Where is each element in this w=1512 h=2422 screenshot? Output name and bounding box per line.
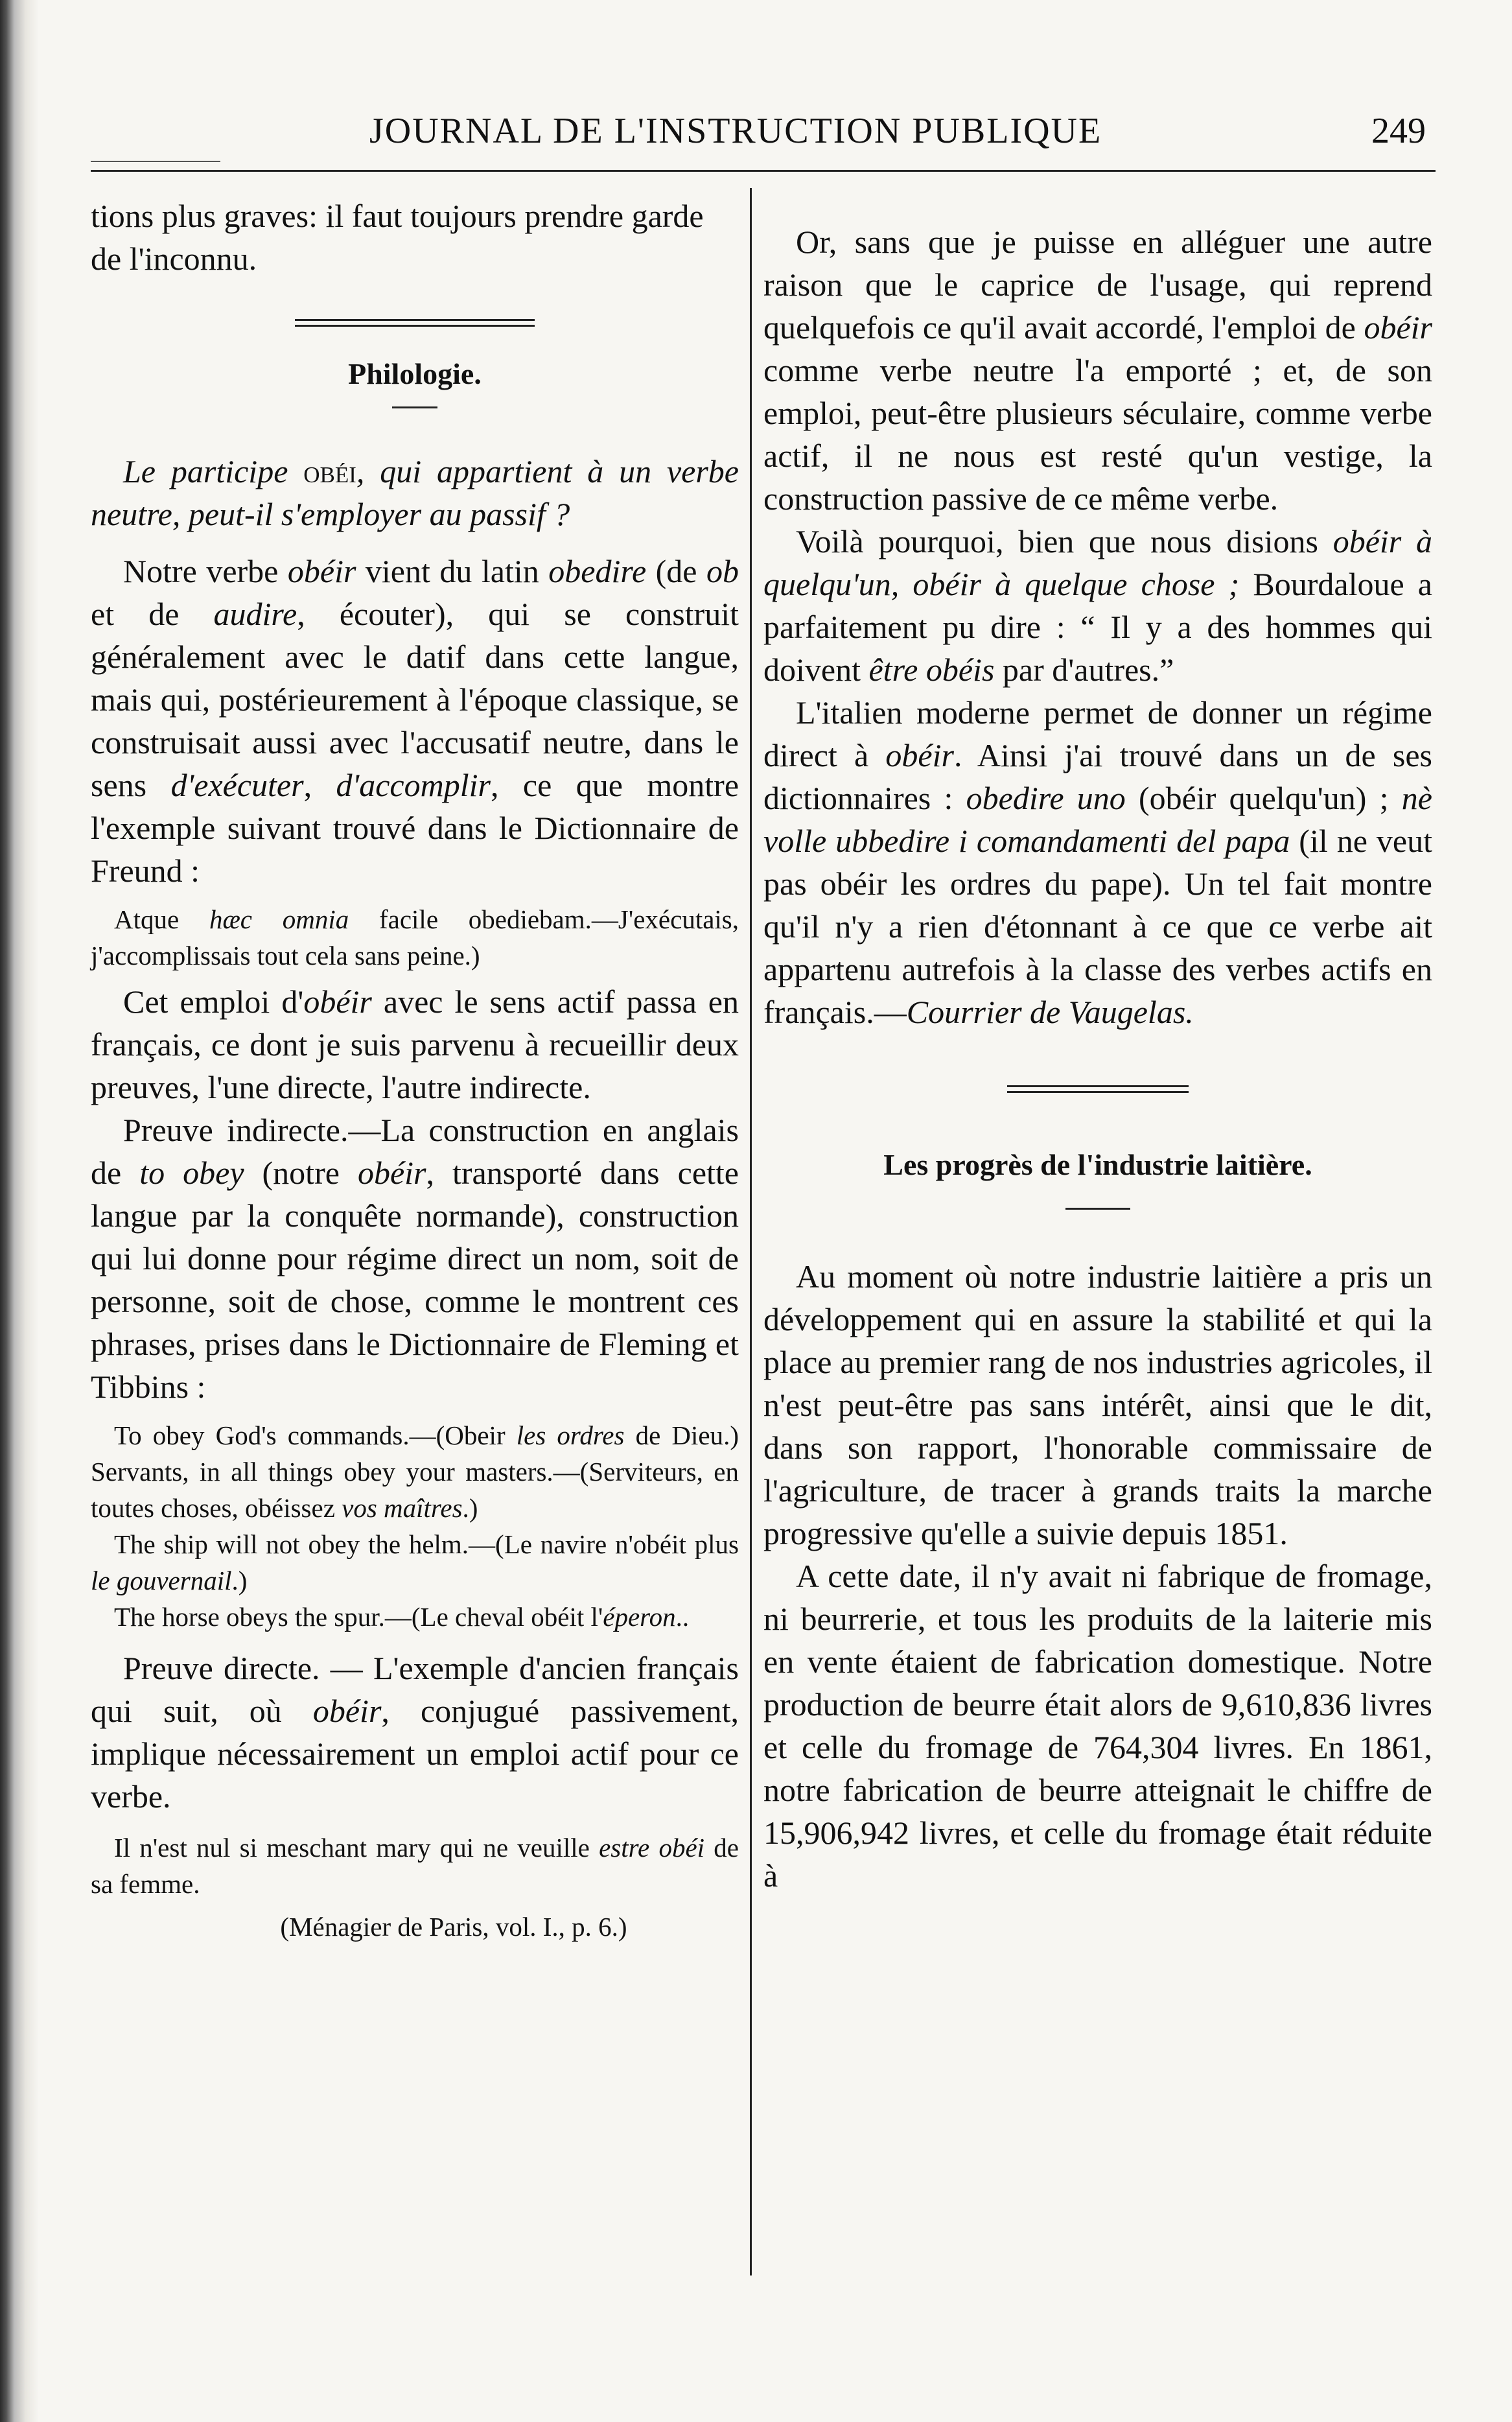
block-quote: To obey God's commands.—(Obeir les ordres de Dieu.) Servants, in all things obey your masters.—(Serviteurs, en toutes choses, obéissez vos maîtres.) xyxy=(91,1420,739,1523)
citation: (Ménagier de Paris, vol. I., p. 6.) xyxy=(280,1912,627,1942)
header-rule xyxy=(91,170,1436,172)
right-column xyxy=(763,220,1432,1897)
block-quote: Atque hæc omnia facile obediebam.—J'exécutais, j'accomplissais tout cela sans peine.) xyxy=(91,904,739,970)
paragraph: Au moment où notre industrie laitière a pris un développement qui en assure la stabilité et qui la place au premier rang de nos industries agricoles, il n'est peut-être pas sans intérêt, ainsi que le dit, dans son rapport, l'honorable commissaire de l'agriculture, de tracer à grands traits la marche progressive qu'elle a suivie depuis 1851. xyxy=(763,1258,1432,1551)
continued-paragraph: tions plus graves: il faut toujours prendre garde de l'inconnu. xyxy=(91,198,704,277)
separator-rule xyxy=(91,319,739,327)
paragraph: A cette date, il n'y avait ni fabrique de fromage, ni beurrerie, et tous les produits de la laiterie mis en vente étaient de fabrication domestique. Notre production de beurre était alors de 9,610,836 livres et celle du fromage de 764,304 livres. En 1861, notre fabrication de beurre atteignait le chiffre de 15,906,942 livres, et celle du fromage était réduite à xyxy=(763,1558,1432,1894)
block-quote: The horse obeys the spur.—(Le cheval obéit l'éperon.. xyxy=(114,1602,690,1632)
short-rule xyxy=(91,406,739,408)
left-column xyxy=(91,194,739,1945)
section-title-industrie-laitiere: Les progrès de l'industrie laitière. xyxy=(883,1148,1312,1181)
column-divider xyxy=(750,188,752,2275)
paragraph: Notre verbe obéir vient du latin obedire (de ob et de audire, écouter), qui se construit généralement avec le datif dans cette langue, mais qui, postérieurement à l'époque classique, se construisait aussi avec l'accusatif neutre, dans le sens d'exécuter, d'accomplir, ce que montre l'exemple suivant trouvé dans le Dictionnaire de Freund : xyxy=(91,553,739,889)
paragraph: Or, sans que je puisse en alléguer une autre raison que le caprice de l'usage, qui reprend quelquefois ce qu'il avait accordé, l'emploi de obéir comme verbe neutre l'a emporté ; et, de son emploi, peut-être plusieurs séculaire, comme verbe actif, il ne nous est resté qu'un vestige, la construction passive de ce même verbe. xyxy=(763,224,1432,517)
page-binding-edge xyxy=(0,0,39,2422)
paragraph: Voilà pourquoi, bien que nous disions obéir à quelqu'un, obéir à quelque chose ; Bourdaloue a parfaitement pu dire : “ Il y a des hommes qui doivent être obéis par d'autres.” xyxy=(763,523,1433,688)
block-quote: The ship will not obey the helm.—(Le navire n'obéit plus le gouvernail.) xyxy=(91,1529,739,1595)
paragraph: Cet emploi d'obéir avec le sens actif passa en français, ce dont je suis parvenu à recueillir deux preuves, l'une directe, l'autre indirecte. xyxy=(91,983,739,1105)
block-quote: Il n'est nul si meschant mary qui ne veuille estre obéi de sa femme. xyxy=(91,1833,739,1899)
page-number: 249 xyxy=(1371,111,1426,151)
article-subtitle: Le participe obéi, qui appartient à un verbe neutre, peut-il s'employer au passif ? xyxy=(91,453,739,532)
header-rule-thin xyxy=(91,161,220,162)
short-rule xyxy=(763,1208,1432,1210)
journal-title: JOURNAL DE L'INSTRUCTION PUBLIQUE xyxy=(369,111,1102,151)
paragraph: Preuve indirecte.—La construction en anglais de to obey (notre obéir, transporté dans cette langue par la conquête normande), construction qui lui donne pour régime direct un nom, soit de personne, soit de chose, comme le montrent ces phrases, prises dans le Dictionnaire de Fleming et Tibbins : xyxy=(91,1112,739,1405)
section-title-philologie: Philologie. xyxy=(348,357,482,390)
paragraph: Preuve directe. — L'exemple d'ancien français qui suit, où obéir, conjugué passivement, implique nécessairement un emploi actif pour ce verbe. xyxy=(91,1650,739,1815)
paragraph: L'italien moderne permet de donner un régime direct à obéir. Ainsi j'ai trouvé dans un de ses dictionnaires : obedire uno (obéir quelqu'un) ; nè volle ubbedire i comandamenti del papa (il ne veut pas obéir les ordres du pape). Un tel fait montre qu'il n'y a rien d'étonnant à ce que ce verbe ait appartenu autrefois à la classe des verbes actifs en français.—Courrier de Vaugelas. xyxy=(763,694,1432,1030)
running-header xyxy=(91,97,1426,156)
separator-rule xyxy=(763,1085,1432,1093)
